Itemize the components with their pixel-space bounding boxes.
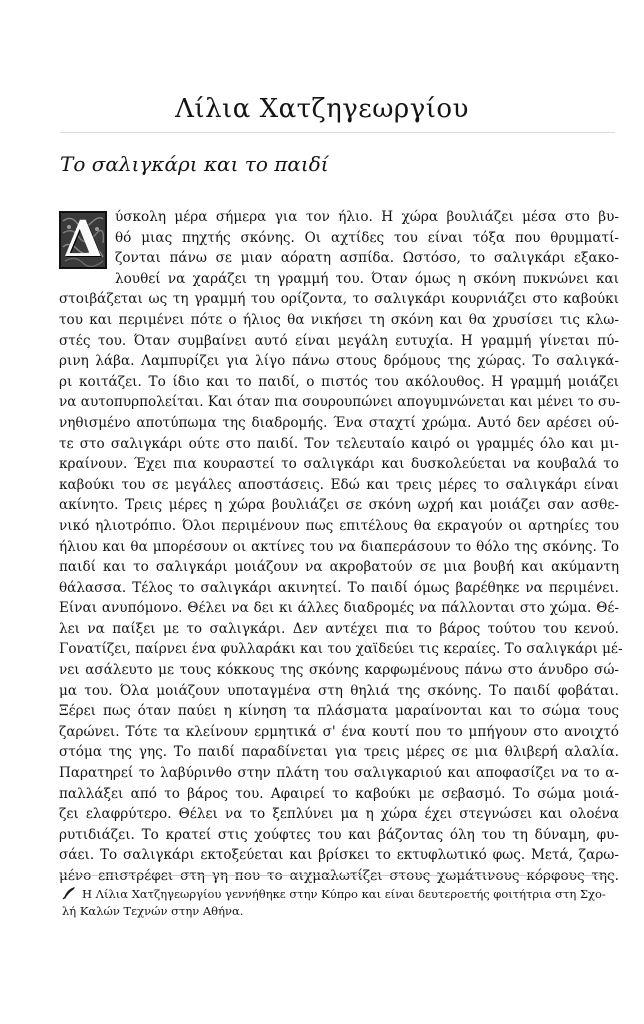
body-line: ζει ελαφρύτερο. Θέλει να το ξεπλύνει μα η χώρα έχει στεγνώσει και ολοένα — [59, 806, 619, 823]
dropcap-letter: Δ — [63, 211, 103, 268]
body-line: Είναι ανυπόμονο. Θέλει να δει κι άλλες διαδρομές να πάλλονται στο χώμα. Θέ- — [59, 600, 619, 617]
body-line: Παρατηρεί το λαβύρινθο στην πλάτη του σαλιγκαριού και αποφασίζει να το α- — [59, 765, 619, 782]
body-line: νικό ηλιοτρόπιο. Όλοι περιμένουν πως επιτέλους θα εκραγούν οι αρτηρίες του — [59, 517, 619, 534]
ornamental-initial-icon — [59, 211, 107, 269]
body-line: κραίνουν. Έχει πια κουραστεί το σαλιγκάρι και δυσκολεύεται να κουβαλά το — [59, 456, 619, 473]
body-line: ρυτιδιάζει. Το κρατεί στις χούφτες του και βάζοντας όλη του τη δύναμη, φυ- — [59, 826, 619, 843]
footnote-line — [62, 886, 617, 903]
body-line: σάει. Το σαλιγκάρι εκτοξεύεται και βρίσκει το εκτυφλωτικό φως. Μετά, ζαρω- — [59, 847, 619, 864]
footnote-text-1: Η Λίλια Χατζηγεωργίου γεννήθηκε στην Κύπρο και είναι δευτεροετής φοιτήτρια στη Σχο- — [82, 887, 606, 901]
body-line: ήλιου και θα μπορέσουν οι ακτίνες του να διαπεράσουν το θόλο της σκόνης. Το — [59, 538, 619, 555]
body-line: του και περιμένει πότε ο ήλιος θα νικήσει τη σκόνη και θα χρυσίσει τις κλω- — [59, 311, 619, 328]
body-lines — [59, 207, 623, 887]
quill-pen-icon — [62, 886, 76, 900]
body-line: Γονατίζει, παίρνει ένα φυλλαράκι και του χαϊδεύει τις κεραίες. Το σαλιγκάρι μέ- — [59, 641, 623, 658]
author-name: Λίλια Χατζηγεωργίου — [175, 94, 469, 124]
body-line: Ξέρει πως όταν παύει η κίνηση τα πλάσματα μαραίνονται και το σώμα τους — [59, 703, 619, 720]
body-line: μα του. Όλα μοιάζουν υποταγμένα στη θηλιά της σκόνης. Το παιδί φοβάται. — [59, 682, 619, 699]
body-line: λει να παίξει με το σαλιγκάρι. Δεν αντέχει πια το βάρος τούτου του κενού. — [59, 620, 619, 637]
body-line: ζαρώνει. Τότε τα κλείνουν ερμητικά σ' ένα κουτί που το μπήγουν στο ανοιχτό — [59, 723, 619, 740]
body-line: στές του. Όταν συμβαίνει αυτό είναι μεγάλη ευτυχία. Η γραμμή γίνεται πύ- — [59, 332, 619, 349]
body-line: θό μιας πηχτής σκόνης. Οι αχτίδες του είναι τόξα που θρυμματί- — [115, 229, 619, 246]
body-line: λουθεί να χαράζει τη γραμμή του. Όταν όμως η σκόνη πυκνώνει και — [115, 270, 619, 287]
footnote-line — [62, 903, 617, 920]
body-line: τε στο σαλιγκάρι ούτε στο παιδί. Τον τελευταίο καιρό οι γραμμές όλο και μι- — [59, 435, 619, 452]
story-title: Το σαλιγκάρι και το παιδί — [60, 152, 329, 176]
body-line: νηθισμένο αποτύπωμα της διαδρομής. Ένα σταχτί χρώμα. Αυτό δεν αρέσει ού- — [59, 414, 619, 431]
story-body — [59, 207, 623, 887]
body-line: ζονται πάνω σε μιαν αόρατη ασπίδα. Ωστόσο, το σαλιγκάρι εξακο- — [115, 250, 619, 267]
header-rule — [60, 132, 615, 133]
body-line: ρινη λάβα. Λαμπυρίζει για λίγο πάνω στους δρόμους της χώρας. Το σαλιγκά- — [59, 353, 619, 370]
body-line: στόμα της γης. Το παιδί παραδίνεται για τρεις μέρες σε μια θλιβερή αλαλία. — [59, 744, 619, 761]
body-line: ύσκολη μέρα σήμερα για τον ήλιο. Η χώρα βουλιάζει μέσα στο βυ- — [115, 209, 619, 225]
footnote-text-2: λή Καλών Τεχνών στην Αθήνα. — [62, 904, 244, 918]
body-line: νει ασάλευτο με τους κόκκους της σκόνης καρφωμένους πάνω στο άνυδρο σώ- — [59, 662, 619, 679]
body-line: παιδί και το σαλιγκάρι μοιάζουν να ακροβατούν σε μια βουβή και ακύμαντη — [59, 559, 619, 576]
body-line: ρι κοιτάζει. Το ίδιο και το παιδί, ο πιστός του ακόλουθος. Η γραμμή μοιάζει — [59, 373, 619, 390]
body-line: μένο επιστρέφει στη γη που το αιχμαλωτίζει στους χωμάτινους κόρφους της. — [59, 868, 619, 884]
body-line: στοιβάζεται ως τη γραμμή του ορίζοντα, το σαλιγκάρι κουρνιάζει στο καβούκι — [59, 291, 619, 308]
body-line: θάλασσα. Τέλος το σαλιγκάρι ακινητεί. Το παιδί όμως βαρέθηκε να περιμένει. — [59, 579, 619, 596]
body-line: καβούκι του σε μεγάλες αποστάσεις. Εδώ και τρεις μέρες το σαλιγκάρι είναι — [59, 476, 619, 493]
footnote-rule — [60, 875, 615, 876]
author-footnote — [62, 886, 617, 920]
body-line: παλλάξει από το βάρος του. Αφαιρεί το καβούκι με σεβασμό. Το σώμα μοιά- — [59, 785, 619, 802]
body-line: ακίνητο. Τρεις μέρες η χώρα βουλιάζει σε σκόνη ωχρή και μοιάζει σαν ασθε- — [59, 497, 619, 514]
body-line: να αυτοπυρπολείται. Και όταν πια σουρουπώνει απογυμνώνεται και μένει το συ- — [59, 394, 621, 411]
